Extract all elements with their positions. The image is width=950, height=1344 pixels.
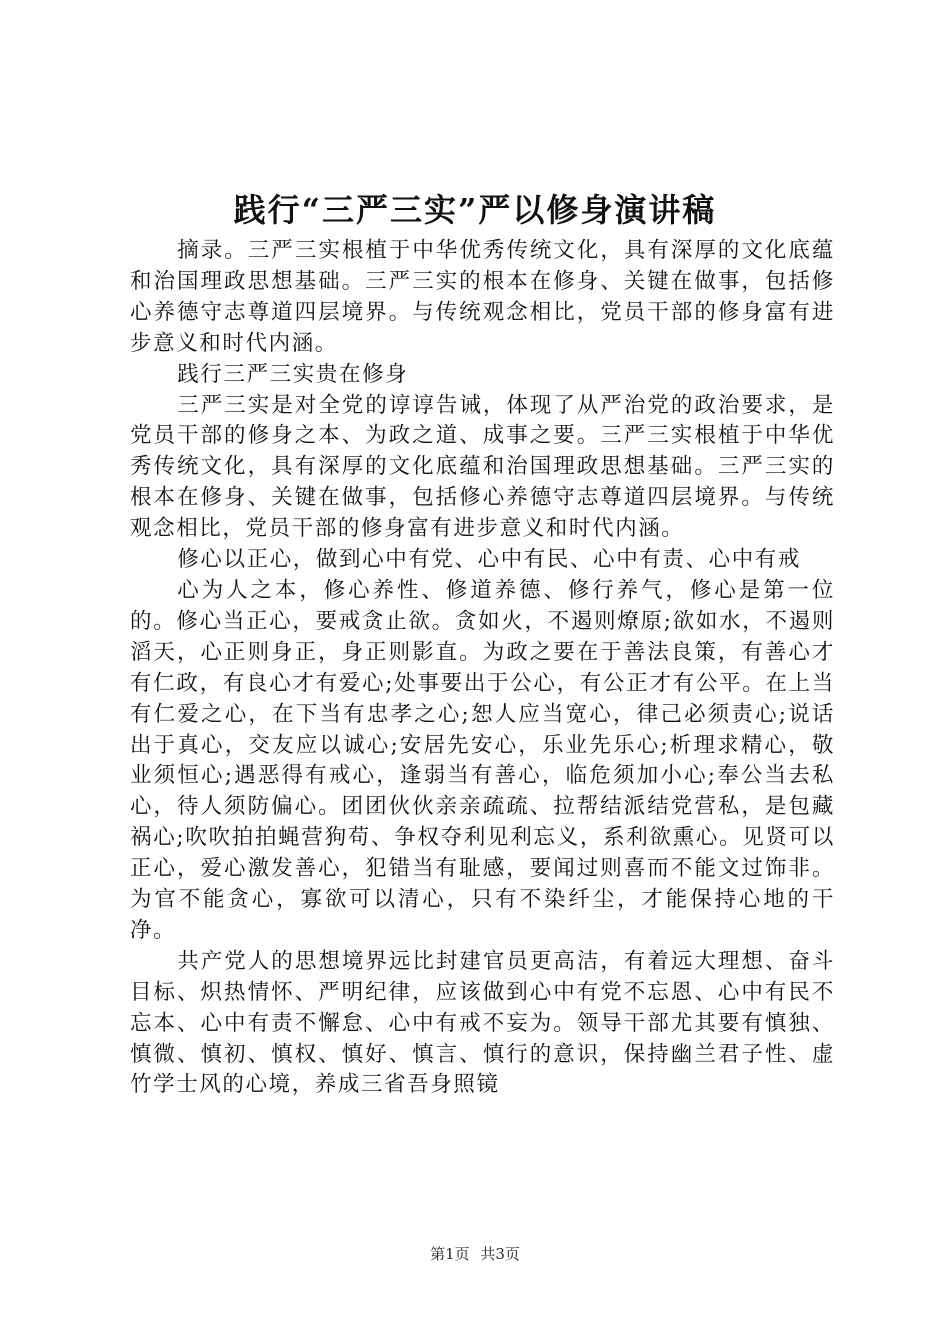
paragraph-intro: 三严三实是对全党的谆谆告诫，体现了从严治党的政治要求，是党员干部的修身之本、为政之道、成事之要。三严三实根植于中华优秀传统文化，具有深厚的文化底蕴和治国理政思想基础。三严三实的根本在修身、关键在做事，包括修心养德守志尊道四层境界。与传统观念相比，党员干部的修身富有进步意义和时代内涵。: [130, 392, 835, 542]
paragraph-party-members: 共产党人的思想境界远比封建官员更高洁，有着远大理想、奋斗目标、炽热情怀、严明纪律，应该做到心中有党不忘恩、心中有民不忘本、心中有责不懈怠、心中有戒不妄为。领导干部尤其要有慎独、慎微、慎初、慎权、慎好、慎言、慎行的意识，保持幽兰君子性、虚竹学士风的心境，养成三省吾身照镜: [130, 948, 835, 1098]
paragraph-cultivate-heart: 心为人之本，修心养性、修道养德、修行养气，修心是第一位的。修心当正心，要戒贪止欲。贪如火，不遏则燎原;欲如水，不遏则滔天，心正则身正，身正则影直。为政之要在于善法良策，有善心才有仁政，有良心才有爱心;处事要出于公心，有公正才有公平。在上当有仁爱之心，在下当有忠孝之心;恕人应当宽心，律己必须责心;说话出于真心，交友应以诚心;安居先安心，乐业先乐心;析理求精心，敬业须恒心;遇恶得有戒心，逢弱当有善心，临危须加小心;奉公当去私心，待人须防偏心。团团伙伙亲亲疏疏、拉帮结派结党营私，是包藏祸心;吹吹拍拍蝇营狗苟、争权夺利见利忘义，系利欲熏心。见贤可以正心，爱心激发善心，犯错当有耻感，要闻过则喜而不能文过饰非。为官不能贪心，寡欲可以清心，只有不染纤尘，才能保持心地的干净。: [130, 577, 835, 943]
paragraph-abstract: 摘录。三严三实根植于中华优秀传统文化，具有深厚的文化底蕴和治国理政思想基础。三严三实的根本在修身、关键在做事，包括修心养德守志尊道四层境界。与传统观念相比，党员干部的修身富有进步意义和时代内涵。: [130, 238, 835, 356]
page-total: 共3页: [480, 1245, 520, 1263]
document-body: [130, 236, 835, 1101]
page-number: 第1页: [430, 1245, 470, 1263]
paragraph-section-heading: 修心以正心，做到心中有党、心中有民、心中有责、心中有戒: [177, 547, 801, 573]
paragraph-subheading: 践行三严三实贵在修身: [177, 361, 409, 387]
document-title: 践行“三严三实”严以修身演讲稿: [233, 191, 717, 229]
page-footer: [0, 1244, 950, 1264]
